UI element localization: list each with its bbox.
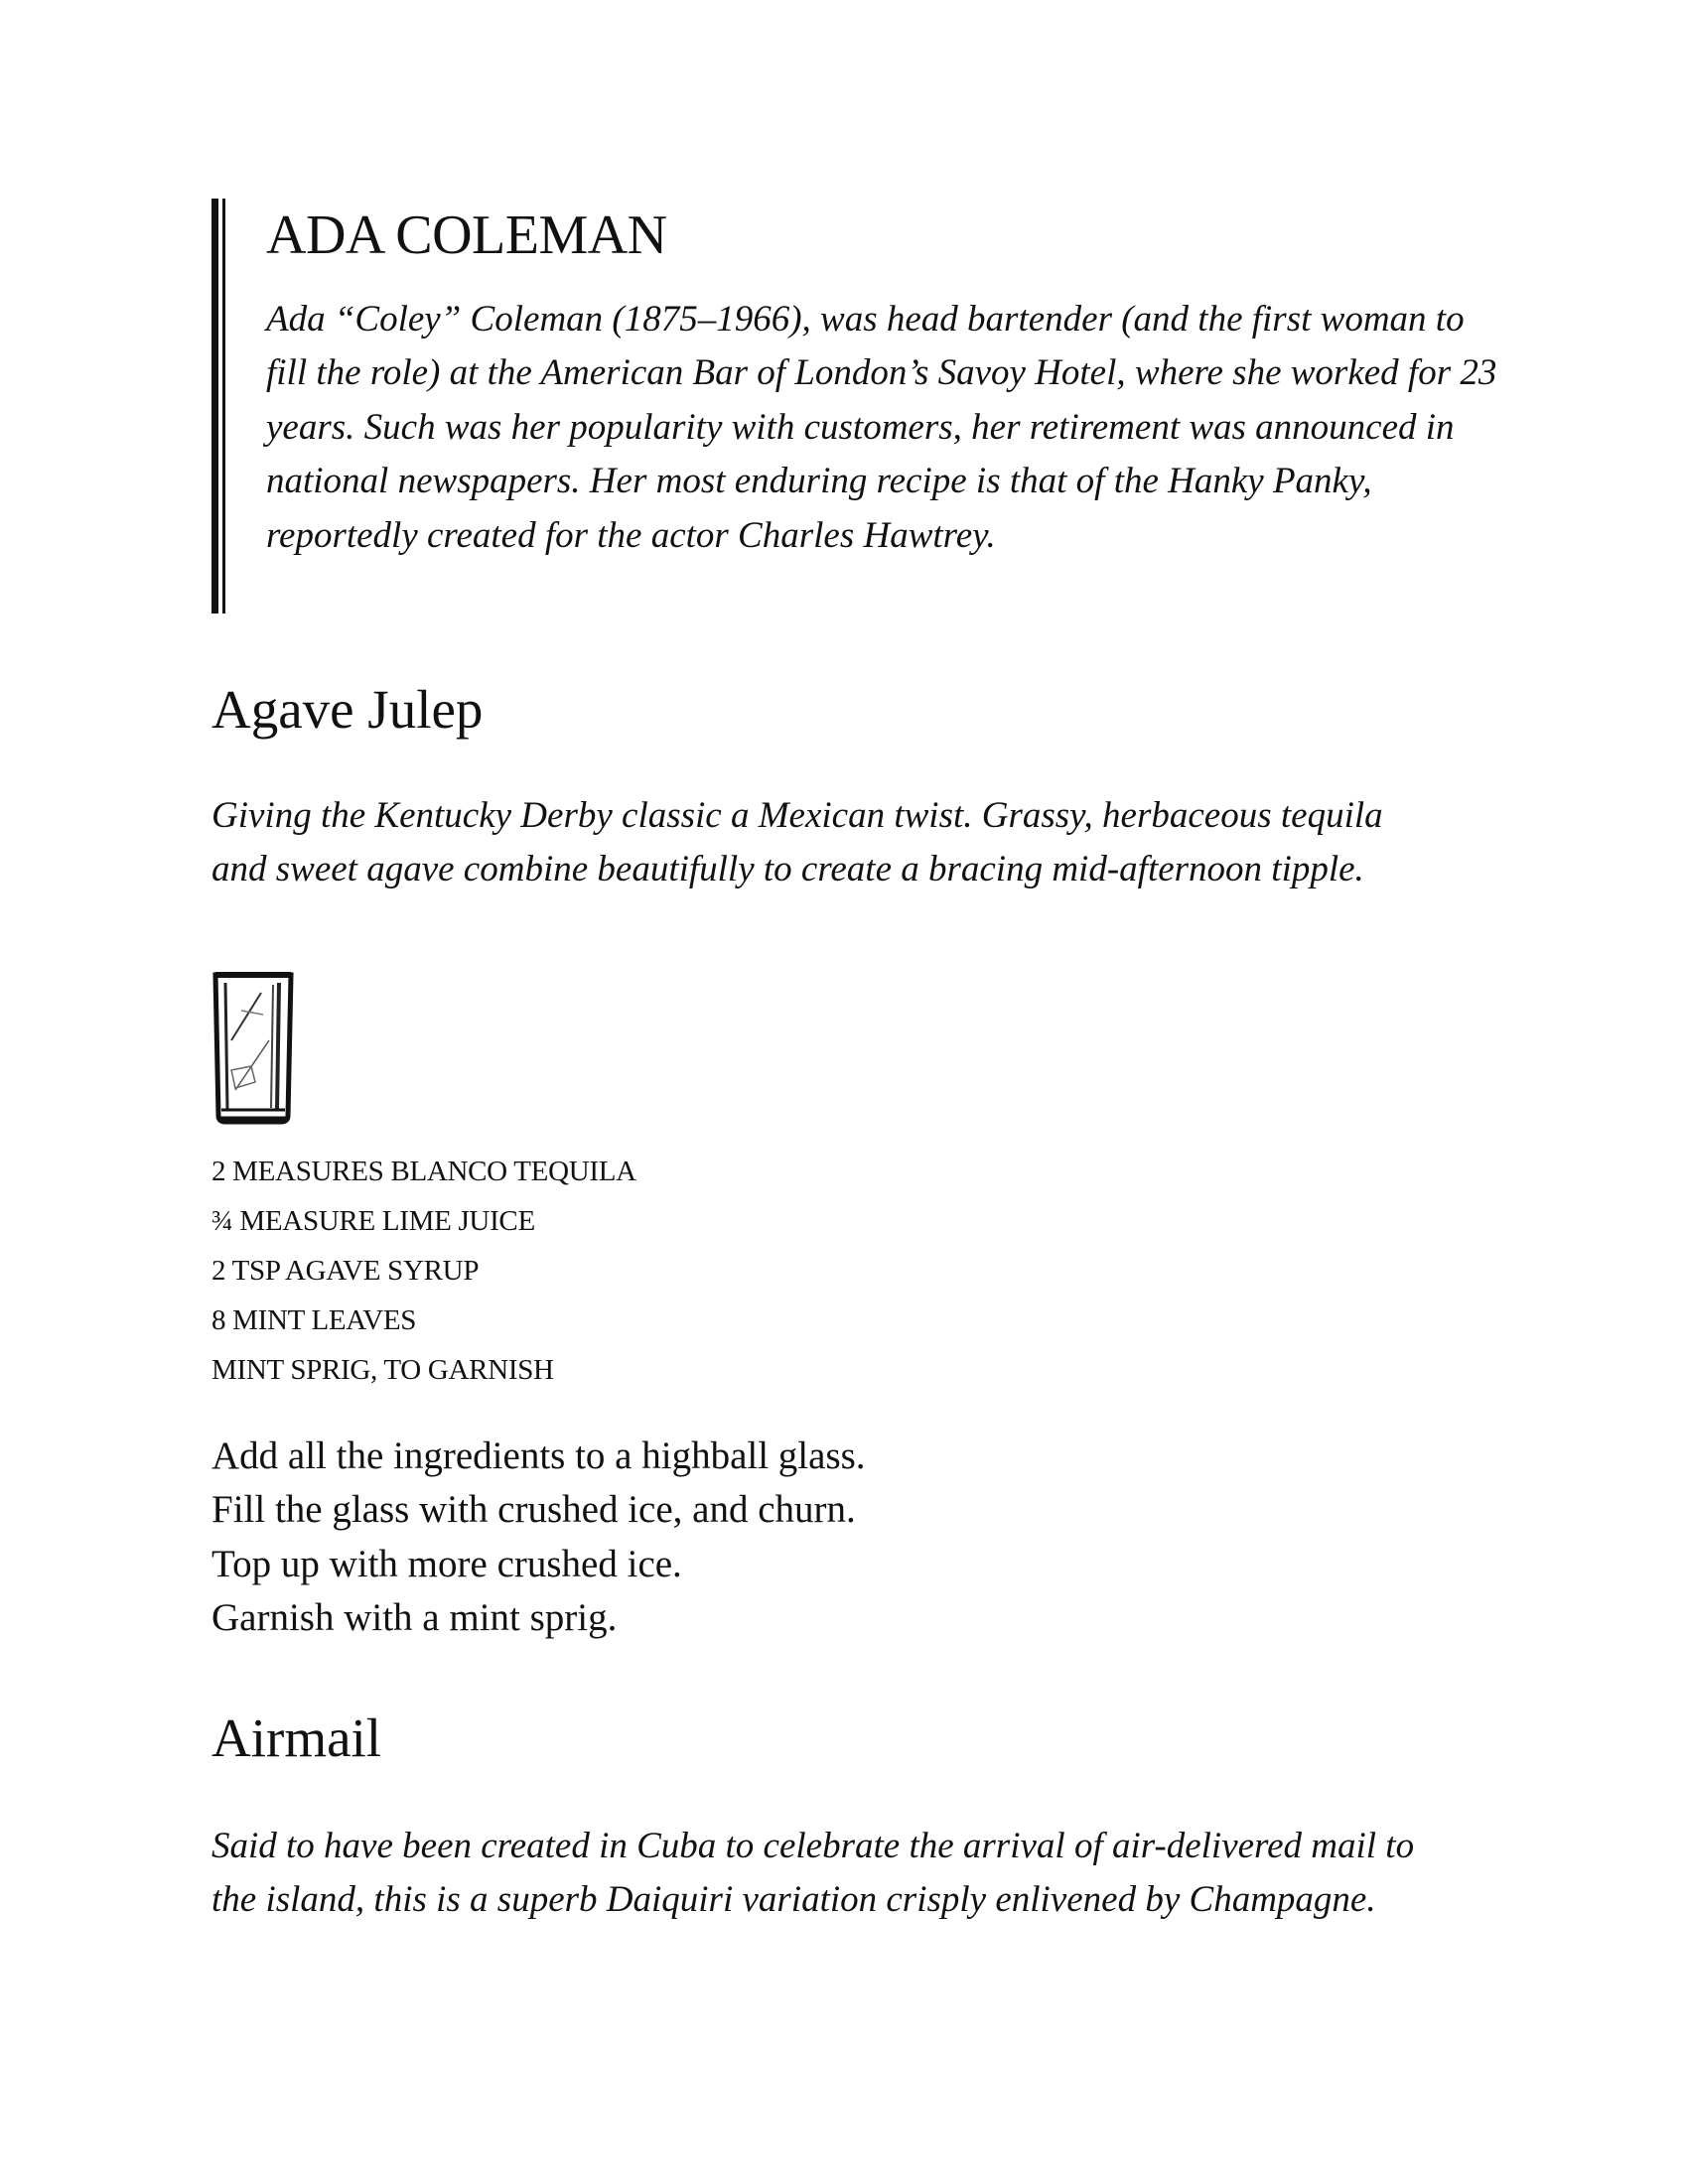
method-step: Garnish with a mint sprig. bbox=[211, 1596, 618, 1640]
ingredient-item: 2 MEASURES BLANCO TEQUILA bbox=[211, 1156, 636, 1187]
method-steps bbox=[211, 1430, 866, 1646]
highball-glass-icon bbox=[211, 971, 295, 1126]
sidebar-rule bbox=[211, 199, 218, 614]
recipe-title: Agave Julep bbox=[211, 679, 484, 740]
ingredient-item: MINT SPRIG, TO GARNISH bbox=[211, 1354, 554, 1386]
ingredient-item: 8 MINT LEAVES bbox=[211, 1304, 417, 1336]
method-step: Add all the ingredients to a highball glass. bbox=[211, 1434, 866, 1477]
sidebar-text: Ada “Coley” Coleman (1875–1966), was head bartender (and the first woman to fill the role) at the American Bar of London’s Savoy Hotel, where she worked for 23 years. Such was her popularity with customers, her retirement was announced in national newspapers. Her most enduring recipe is that of the Hanky Panky, reportedly created for the actor Charles Hawtrey. bbox=[266, 299, 1497, 556]
recipe-title: Airmail bbox=[211, 1707, 382, 1768]
ingredient-list bbox=[211, 1147, 636, 1395]
recipe-intro: Said to have been created in Cuba to celebrate the arrival of air-delivered mail to the island, this is a superb Daiquiri variation crisply enlivened by Champagne. bbox=[211, 1826, 1415, 1921]
method-step: Top up with more crushed ice. bbox=[211, 1542, 682, 1585]
method-step: Fill the glass with crushed ice, and churn. bbox=[211, 1488, 856, 1532]
sidebar-title: ADA COLEMAN bbox=[266, 205, 667, 266]
ingredient-item: 2 TSP AGAVE SYRUP bbox=[211, 1255, 480, 1287]
recipe-intro: Giving the Kentucky Derby classic a Mexican twist. Grassy, herbaceous tequila and sweet agave combine beautifully to create a bracing mid-afternoon tipple. bbox=[211, 795, 1383, 890]
sidebar-rule bbox=[222, 199, 225, 614]
ingredient-item: ¾ MEASURE LIME JUICE bbox=[211, 1205, 535, 1237]
